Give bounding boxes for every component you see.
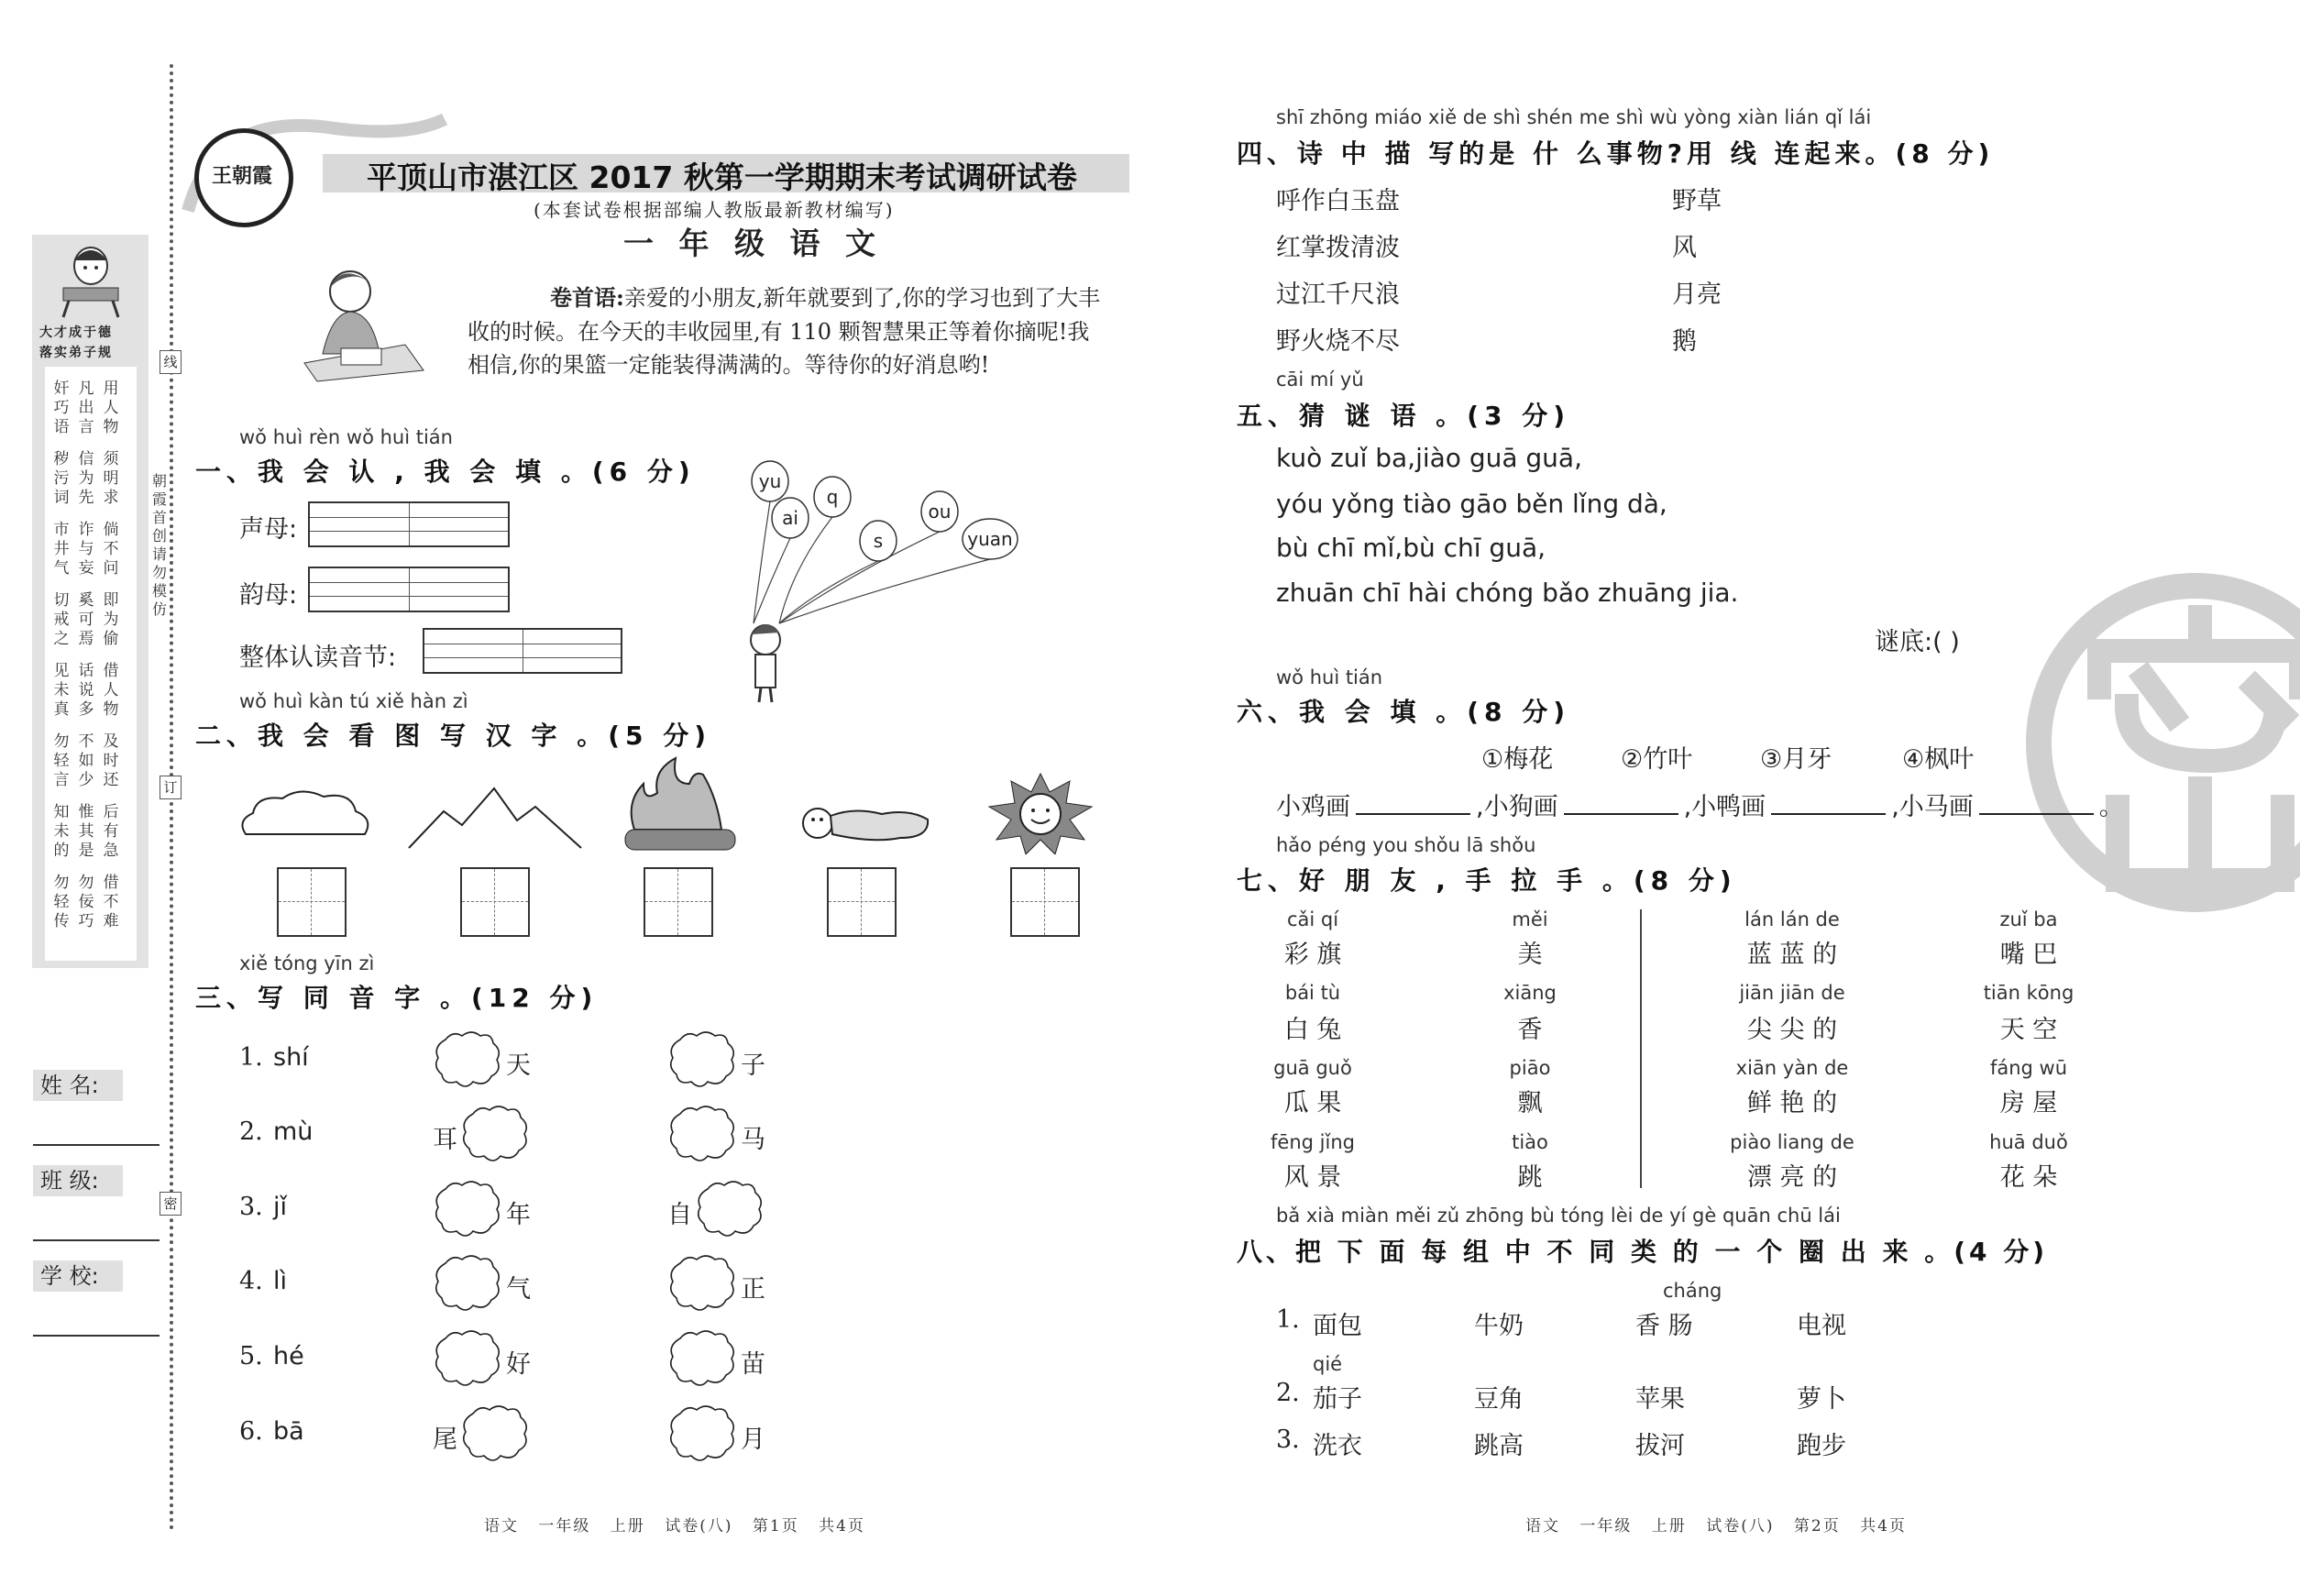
- intro-text-1: 亲爱的小朋友,新年就要到了,你的学习也到了大丰: [623, 285, 1101, 311]
- flower-answer-box[interactable]: [433, 1030, 502, 1089]
- word-pinyin: tiān kōng: [1983, 982, 2074, 1004]
- intro-line-1: [550, 280, 1100, 312]
- intro-line-3: 相信,你的果篮一定能装得满满的。等待你的好消息哟!: [468, 352, 990, 378]
- annotation-qie: qié: [1313, 1353, 1343, 1375]
- verse-group: [45, 450, 137, 508]
- word-hanzi[interactable]: 香: [1517, 1016, 1543, 1044]
- section2-heading: 二、我 会 看 图 写 汉 字 。(5 分): [195, 721, 712, 751]
- verse-line: 知惟后: [53, 803, 128, 821]
- riddle-line-4: zhuān chī hài chóng bǎo zhuāng jia.: [1276, 578, 1739, 608]
- flower-answer-box[interactable]: [667, 1404, 737, 1463]
- initials-writing-box[interactable]: [308, 501, 510, 547]
- row-pinyin: shí: [273, 1043, 309, 1072]
- section7-pinyin: hǎo péng you shǒu lā shǒu: [1276, 834, 1536, 856]
- group-item[interactable]: 拔河: [1635, 1432, 1685, 1460]
- exam-title: 平顶山市湛江区 2017 秋第一学期期末考试调研试卷: [367, 160, 1077, 195]
- annotation-chang: cháng: [1663, 1280, 1722, 1302]
- homophone-char: 好: [506, 1350, 531, 1379]
- flower-answer-box[interactable]: [695, 1180, 765, 1238]
- word-hanzi[interactable]: 跳: [1517, 1163, 1543, 1192]
- word-hanzi[interactable]: 尖 尖 的: [1746, 1016, 1838, 1044]
- cloud-picture-icon: [237, 784, 379, 848]
- group-item[interactable]: 面包: [1313, 1312, 1362, 1340]
- word-pinyin: cǎi qí: [1286, 908, 1339, 930]
- homophone-char: 苗: [741, 1350, 765, 1379]
- hanzi-writing-box-5[interactable]: [1010, 867, 1080, 937]
- fill-horse-blank[interactable]: [1979, 791, 2094, 815]
- verse-line: 奸凡用: [53, 380, 128, 398]
- group-number: 3.: [1276, 1425, 1300, 1454]
- footer-page-2: 语文 一年级 上册 试卷(八) 第2页 共4页: [1525, 1517, 1907, 1535]
- verse-line: 未其有: [53, 822, 128, 841]
- homophone-char: 年: [506, 1201, 531, 1229]
- word-hanzi[interactable]: 房 屋: [1999, 1089, 2058, 1117]
- hanzi-writing-box-1[interactable]: [277, 867, 347, 937]
- fill-chick-blank[interactable]: [1356, 791, 1470, 815]
- word-hanzi[interactable]: 彩 旗: [1283, 941, 1342, 969]
- verse-line: 的是急: [53, 842, 128, 860]
- exam-subtitle: (本套试卷根据部编人教版最新教材编写): [534, 199, 895, 221]
- word-pinyin: zuǐ ba: [1999, 908, 2058, 930]
- verse-line: 言少还: [53, 771, 128, 789]
- word-pinyin: fáng wū: [1989, 1057, 2068, 1079]
- verse-line: 语言物: [53, 418, 128, 436]
- section4-heading: 四、诗 中 描 写的是 什 么事物?用 线 连起来。(8 分): [1237, 138, 1995, 169]
- intro-line-2: 收的时候。在今天的丰收园里,有 110 颗智慧果正等着你摘呢!我: [468, 319, 1090, 345]
- poem-line[interactable]: 野火烧不尽: [1276, 327, 1400, 356]
- verse-line: 轻如时: [53, 752, 128, 770]
- flower-answer-box[interactable]: [433, 1254, 502, 1313]
- section2-pinyin: wǒ huì kàn tú xiě hàn zì: [239, 690, 468, 712]
- row-number: 2.: [239, 1117, 263, 1146]
- verse-line: 勿不及: [53, 732, 128, 751]
- row-pinyin: jǐ: [273, 1193, 288, 1221]
- row-number: 5.: [239, 1342, 263, 1370]
- footer-page-1: 语文 一年级 上册 试卷(八) 第1页 共4页: [484, 1517, 865, 1535]
- finals-label: 韵母:: [239, 581, 298, 610]
- fill-duck-label: ,小鸭画: [1683, 793, 1766, 821]
- word-pinyin: xiān yàn de: [1735, 1057, 1849, 1079]
- word-pinyin: guā guǒ: [1273, 1057, 1352, 1079]
- balloon-boy-illustration: [724, 458, 1036, 706]
- finals-writing-box[interactable]: [308, 567, 510, 612]
- verse-line: 污为明: [53, 469, 128, 488]
- word-hanzi[interactable]: 鲜 艳 的: [1746, 1089, 1838, 1117]
- homophone-char: 耳: [433, 1126, 457, 1154]
- homophone-char: 天: [506, 1051, 531, 1080]
- hanzi-writing-box-4[interactable]: [827, 867, 897, 937]
- hanzi-writing-box-3[interactable]: [644, 867, 713, 937]
- verse-group: [45, 380, 137, 437]
- verse-line: 轻佞不: [53, 893, 128, 911]
- name-label: 姓 名:: [33, 1070, 123, 1101]
- group-item[interactable]: 跑步: [1797, 1432, 1846, 1460]
- riddle-answer-field[interactable]: 谜底:( ): [1875, 628, 1960, 656]
- section3-pinyin: xiě tóng yīn zì: [239, 952, 375, 974]
- verse-group: [45, 662, 137, 720]
- verse-line: 市诈倘: [53, 521, 128, 539]
- row-number: 3.: [239, 1193, 263, 1221]
- verse-group: [45, 591, 137, 649]
- word-hanzi[interactable]: 美: [1517, 941, 1543, 969]
- word-pinyin: fēng jǐng: [1271, 1131, 1355, 1153]
- balloon-label: q: [826, 486, 839, 508]
- group-item[interactable]: 洗衣: [1313, 1432, 1362, 1460]
- group-item[interactable]: 香 肠: [1635, 1312, 1693, 1340]
- fill-end: 。: [2098, 793, 2124, 821]
- binding-mark-mi: 密: [160, 1192, 182, 1216]
- word-pinyin: bái tù: [1284, 982, 1341, 1004]
- verse-line: 切奚即: [53, 591, 128, 610]
- binding-mark-ding: 订: [160, 776, 182, 799]
- publisher-logo: [194, 128, 293, 227]
- homophone-char: 正: [741, 1275, 765, 1304]
- verse-line: 勿勿借: [53, 874, 128, 892]
- boy-studying-illustration: [295, 262, 428, 383]
- verse-line: 真多物: [53, 700, 128, 719]
- riddle-line-2: yóu yǒng tiào gāo běn lǐng dà,: [1276, 489, 1667, 519]
- balloon-label: yuan: [967, 528, 1013, 550]
- section5-heading: 五、猜 谜 语 。(3 分): [1237, 401, 1571, 431]
- verse-line: 词先求: [53, 489, 128, 507]
- motto-line-2: 落实弟子规: [39, 346, 113, 360]
- whole-syllable-writing-box[interactable]: [423, 628, 622, 674]
- balloon-label: s: [873, 530, 884, 552]
- word-hanzi[interactable]: 飘: [1517, 1089, 1543, 1117]
- word-hanzi[interactable]: 瓜 果: [1283, 1089, 1342, 1117]
- flower-answer-box[interactable]: [433, 1180, 502, 1238]
- row-number: 1.: [239, 1043, 263, 1072]
- group-item[interactable]: 茄子: [1313, 1385, 1362, 1414]
- motto-line-1: 大才成于德: [39, 325, 113, 340]
- binding-mark-xian: 线: [160, 350, 182, 374]
- verse-line: 之焉偷: [53, 630, 128, 648]
- verse-line: 气妄问: [53, 559, 128, 578]
- poem-object[interactable]: 鹅: [1672, 327, 1697, 356]
- balloon-label: yu: [758, 470, 782, 492]
- word-hanzi[interactable]: 风 景: [1283, 1163, 1342, 1192]
- homophone-char: 月: [741, 1425, 765, 1454]
- grade-subject: 一 年 级 语 文: [623, 226, 883, 261]
- mountain-picture-icon: [407, 784, 586, 853]
- word-pinyin: xiāng: [1503, 982, 1557, 1004]
- whole-syllable-label: 整体认读音节:: [239, 644, 397, 672]
- verse-line: 未说人: [53, 681, 128, 699]
- homophone-char: 气: [506, 1275, 531, 1304]
- word-hanzi[interactable]: 天 空: [1999, 1016, 2058, 1044]
- option-3: ③月牙: [1760, 745, 1832, 774]
- verse-line: 见话借: [53, 662, 128, 680]
- copyright-side-note: 朝霞首创 请勿模仿: [152, 472, 168, 618]
- watermark-mi-glyph: [2063, 605, 2300, 898]
- row-number: 6.: [239, 1417, 263, 1446]
- flower-answer-box[interactable]: [433, 1329, 502, 1388]
- fill-sentence: [1276, 787, 2124, 822]
- homophone-char: 马: [741, 1126, 765, 1154]
- balloon-label: ou: [928, 501, 952, 523]
- dizigui-sidebar: [32, 235, 149, 968]
- group-item[interactable]: 萝卜: [1797, 1385, 1846, 1414]
- option-1: ①梅花: [1481, 745, 1554, 774]
- fill-dog-blank[interactable]: [1564, 791, 1678, 815]
- row-pinyin: hé: [273, 1342, 304, 1370]
- section7-heading: 七、好 朋 友 , 手 拉 手 。(8 分): [1237, 865, 1737, 896]
- word-pinyin: tiào: [1512, 1131, 1548, 1153]
- verse-line: 戒可为: [53, 611, 128, 629]
- section1-pinyin: wǒ huì rèn wǒ huì tián: [239, 426, 453, 448]
- caterpillar-picture-icon: [799, 798, 932, 848]
- word-hanzi[interactable]: 蓝 蓝 的: [1746, 941, 1838, 969]
- school-field[interactable]: [33, 1335, 160, 1337]
- word-hanzi[interactable]: 白 兔: [1283, 1016, 1342, 1044]
- row-number: 4.: [239, 1267, 263, 1295]
- option-2: ②竹叶: [1621, 745, 1693, 774]
- riddle-line-3: bù chī mǐ,bù chī guā,: [1276, 533, 1546, 563]
- word-pinyin: jiān jiān de: [1739, 982, 1845, 1004]
- section4-pinyin: shī zhōng miáo xiě de shì shén me shì wù yòng xiàn lián qǐ lái: [1276, 106, 1872, 128]
- flower-answer-box[interactable]: [667, 1030, 737, 1089]
- poem-object[interactable]: 风: [1672, 234, 1697, 262]
- flower-answer-box[interactable]: [667, 1105, 737, 1163]
- name-field[interactable]: [33, 1144, 160, 1146]
- group-item[interactable]: 跳高: [1474, 1432, 1524, 1460]
- group-item[interactable]: 豆角: [1474, 1385, 1524, 1414]
- fill-horse-label: ,小马画: [1891, 793, 1974, 821]
- row-pinyin: bā: [273, 1417, 304, 1446]
- flower-answer-box[interactable]: [460, 1105, 530, 1163]
- dizigui-verses: [45, 367, 137, 961]
- word-hanzi[interactable]: 花 朵: [1999, 1163, 2058, 1192]
- option-4: ④枫叶: [1902, 745, 1975, 774]
- homophone-char: 子: [741, 1051, 765, 1080]
- flower-answer-box[interactable]: [460, 1404, 530, 1463]
- fill-dog-label: ,小狗画: [1476, 793, 1558, 821]
- match-divider: [1640, 909, 1642, 1188]
- initials-label: 声母:: [239, 515, 298, 544]
- section1-heading: 一、我 会 认 , 我 会 填 。(6 分): [195, 457, 696, 487]
- school-label: 学 校:: [33, 1260, 123, 1292]
- homophone-char: 尾: [433, 1425, 457, 1454]
- section6-pinyin: wǒ huì tián: [1276, 666, 1383, 688]
- verse-group: [45, 732, 137, 790]
- verse-line: 秽信须: [53, 450, 128, 468]
- sun-picture-icon: [985, 772, 1095, 854]
- section8-pinyin: bǎ xià miàn měi zǔ zhōng bù tóng lèi de yí gè quān chū lái: [1276, 1205, 1841, 1227]
- word-pinyin: huā duǒ: [1989, 1131, 2068, 1153]
- word-hanzi[interactable]: 嘴 巴: [1999, 941, 2058, 969]
- poem-line[interactable]: 过江千尺浪: [1276, 281, 1400, 309]
- word-pinyin: lán lán de: [1744, 908, 1840, 930]
- flower-answer-box[interactable]: [667, 1329, 737, 1388]
- poem-object[interactable]: 月亮: [1672, 281, 1722, 309]
- boy-figure: [751, 624, 780, 702]
- class-label: 班 级:: [33, 1165, 123, 1196]
- word-pinyin: měi: [1512, 908, 1548, 930]
- homophone-char: 自: [667, 1201, 692, 1229]
- verse-line: 井与不: [53, 540, 128, 558]
- intro-label: 卷首语:: [550, 284, 624, 311]
- word-pinyin: piāo: [1509, 1057, 1551, 1079]
- row-pinyin: lì: [273, 1267, 288, 1295]
- poem-line[interactable]: 红掌拨清波: [1276, 234, 1400, 262]
- word-hanzi[interactable]: 漂 亮 的: [1746, 1163, 1838, 1192]
- balloon-label: ai: [782, 507, 798, 529]
- fill-chick-label: 小鸡画: [1276, 793, 1350, 821]
- group-item[interactable]: 电视: [1797, 1312, 1846, 1340]
- verse-group: [45, 803, 137, 861]
- fill-duck-blank[interactable]: [1771, 791, 1886, 815]
- group-item[interactable]: 苹果: [1635, 1385, 1685, 1414]
- verse-group: [45, 521, 137, 578]
- group-item[interactable]: 牛奶: [1474, 1312, 1524, 1340]
- verse-line: 巧出人: [53, 399, 128, 417]
- class-field[interactable]: [33, 1239, 160, 1241]
- logo-text: 王朝霞: [212, 164, 273, 188]
- row-pinyin: mù: [273, 1117, 314, 1146]
- verse-line: 传巧难: [53, 912, 128, 930]
- section3-heading: 三、写 同 音 字 。(12 分): [195, 983, 599, 1013]
- group-number: 2.: [1276, 1379, 1300, 1407]
- section5-pinyin: cāi mí yǔ: [1276, 369, 1364, 391]
- word-pinyin: piào liang de: [1730, 1131, 1854, 1153]
- flower-answer-box[interactable]: [667, 1254, 737, 1313]
- poem-object[interactable]: 野草: [1672, 187, 1722, 215]
- verse-group: [45, 874, 137, 931]
- riddle-line-1: kuò zuǐ ba,jiào guā guā,: [1276, 443, 1582, 473]
- fire-picture-icon: [616, 756, 744, 857]
- student-reading-illustration: [58, 240, 124, 319]
- section8-heading: 八、把 下 面 每 组 中 不 同 类 的 一 个 圈 出 来 。(4 分): [1237, 1237, 2049, 1267]
- hanzi-writing-box-2[interactable]: [460, 867, 530, 937]
- group-number: 1.: [1276, 1305, 1300, 1334]
- section6-heading: 六、我 会 填 。(8 分): [1237, 697, 1571, 727]
- poem-line[interactable]: 呼作白玉盘: [1276, 187, 1400, 215]
